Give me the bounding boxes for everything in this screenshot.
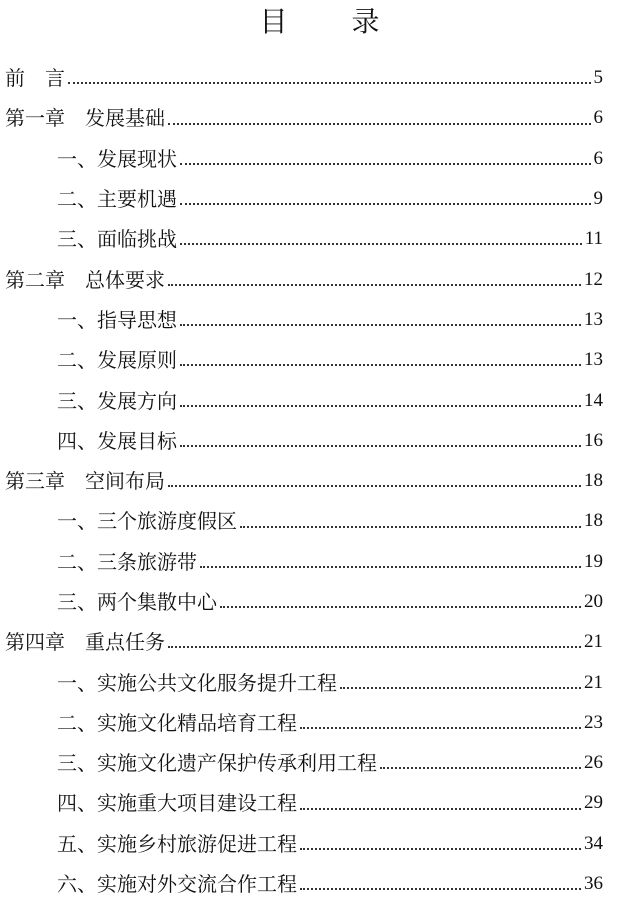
toc-section-entry[interactable]	[0, 824, 639, 864]
toc-dot-leader	[168, 123, 591, 125]
toc-entry-label	[57, 751, 377, 775]
toc-entry-label	[57, 509, 237, 533]
toc-section-entry[interactable]	[0, 340, 639, 380]
toc-chapter-entry[interactable]	[0, 622, 639, 662]
toc-page-number: 13	[584, 308, 603, 330]
toc-entry-number: 第四章	[5, 630, 65, 655]
toc-chapter-entry[interactable]	[0, 58, 639, 98]
toc-entry-text: 发展现状	[97, 146, 177, 171]
toc-entry-label	[57, 147, 177, 171]
toc-entry-number: 第三章	[5, 469, 65, 494]
toc-section-entry[interactable]	[0, 501, 639, 541]
toc-section-entry[interactable]	[0, 380, 639, 420]
toc-entry-number: 前 言	[5, 66, 65, 91]
toc-entry-number: 二、	[57, 710, 97, 735]
toc-entry-label	[57, 791, 297, 815]
toc-entry-label	[57, 671, 337, 695]
toc-page-number: 13	[584, 349, 603, 371]
toc-entry-label	[5, 469, 165, 493]
toc-entry-number: 四、	[57, 428, 97, 453]
toc-dot-leader	[300, 848, 581, 850]
toc-entry-text: 发展基础	[85, 106, 165, 131]
toc-entry-number: 一、	[57, 146, 97, 171]
toc-dot-leader	[180, 445, 581, 447]
toc-page-number: 21	[584, 631, 603, 653]
toc-entry-number: 六、	[57, 872, 97, 897]
toc-entry-number: 一、	[57, 670, 97, 695]
toc-section-entry[interactable]	[0, 662, 639, 702]
toc-entry-label	[5, 630, 165, 654]
toc-dot-leader	[68, 82, 591, 84]
toc-entry-text: 实施重大项目建设工程	[97, 791, 297, 816]
toc-dot-leader	[200, 566, 581, 568]
toc-entry-label	[57, 308, 177, 332]
toc-section-entry[interactable]	[0, 542, 639, 582]
toc-chapter-entry[interactable]	[0, 461, 639, 501]
toc-entry-label	[57, 348, 177, 372]
toc-entry-text: 指导思想	[97, 307, 177, 332]
toc-section-entry[interactable]	[0, 219, 639, 259]
toc-entry-text: 空间布局	[85, 469, 165, 494]
toc-entry-number: 三、	[57, 388, 97, 413]
toc-entry-text: 面临挑战	[97, 227, 177, 252]
toc-entry-text: 发展目标	[97, 428, 177, 453]
toc-dot-leader	[220, 606, 581, 608]
toc-dot-leader	[180, 324, 581, 326]
toc-entry-label	[57, 227, 177, 251]
toc-entry-text: 实施文化精品培育工程	[97, 710, 297, 735]
toc-page-number: 6	[593, 107, 603, 129]
toc-entry-label	[57, 711, 297, 735]
toc-dot-leader	[168, 284, 581, 286]
toc-page-number: 6	[593, 147, 603, 169]
toc-page-number: 9	[593, 188, 603, 210]
toc-entry-number: 三、	[57, 590, 97, 614]
toc-page-number: 20	[584, 591, 603, 612]
toc-entry-text: 总体要求	[85, 267, 165, 292]
toc-page-number: 19	[584, 550, 603, 572]
toc-dot-leader	[180, 405, 581, 407]
toc-list	[0, 58, 639, 904]
toc-page-number: 21	[584, 671, 603, 693]
toc-entry-label	[57, 590, 217, 614]
toc-section-entry[interactable]	[0, 743, 639, 783]
toc-entry-text: 实施乡村旅游促进工程	[97, 831, 297, 856]
toc-dot-leader	[180, 203, 591, 205]
toc-section-entry[interactable]	[0, 139, 639, 179]
toc-entry-text: 实施公共文化服务提升工程	[97, 670, 337, 695]
toc-section-entry[interactable]	[0, 179, 639, 219]
toc-chapter-entry[interactable]	[0, 259, 639, 299]
toc-dot-leader	[168, 485, 581, 487]
toc-dot-leader	[300, 727, 581, 729]
toc-section-entry[interactable]	[0, 582, 639, 622]
toc-chapter-entry[interactable]	[0, 98, 639, 138]
toc-page-number: 5	[593, 67, 603, 89]
toc-entry-text: 实施对外交流合作工程	[97, 872, 297, 897]
toc-page-number: 16	[584, 429, 603, 451]
toc-page-number: 14	[584, 389, 603, 411]
toc-entry-label	[57, 832, 297, 856]
toc-entry-number: 二、	[57, 348, 97, 373]
toc-entry-text: 主要机遇	[97, 187, 177, 212]
toc-page-number: 29	[584, 792, 603, 814]
toc-dot-leader	[380, 767, 581, 769]
toc-page-number: 12	[584, 268, 603, 290]
toc-title: 目 录	[259, 5, 398, 38]
toc-page-number: 18	[584, 510, 603, 532]
toc-section-entry[interactable]	[0, 300, 639, 340]
toc-entry-text: 实施文化遗产保护传承利用工程	[97, 751, 377, 776]
toc-page-number: 36	[584, 873, 603, 895]
toc-dot-leader	[300, 808, 581, 810]
toc-entry-number: 五、	[57, 831, 97, 856]
toc-dot-leader	[180, 163, 591, 165]
toc-section-entry[interactable]	[0, 783, 639, 823]
toc-entry-text: 三条旅游带	[97, 549, 197, 574]
toc-entry-number: 第二章	[5, 267, 65, 292]
toc-section-entry[interactable]	[0, 864, 639, 904]
toc-entry-label	[57, 187, 177, 211]
toc-entry-number: 三、	[57, 227, 97, 252]
toc-entry-text: 重点任务	[85, 630, 165, 655]
toc-entry-number: 第一章	[5, 106, 65, 131]
toc-page-number: 34	[584, 832, 603, 854]
toc-entry-label	[57, 389, 177, 413]
toc-dot-leader	[180, 364, 581, 366]
toc-entry-number: 一、	[57, 509, 97, 534]
toc-page-number: 18	[584, 470, 603, 492]
toc-dot-leader	[180, 243, 582, 245]
toc-entry-label	[57, 550, 197, 574]
toc-entry-number: 二、	[57, 187, 97, 212]
toc-dot-leader	[240, 526, 581, 528]
toc-entry-number: 三、	[57, 751, 97, 776]
toc-entry-text: 两个集散中心	[97, 590, 217, 614]
toc-entry-label	[5, 268, 165, 292]
toc-entry-number: 二、	[57, 549, 97, 574]
toc-entry-text: 三个旅游度假区	[97, 509, 237, 534]
toc-entry-text: 发展原则	[97, 348, 177, 373]
toc-page-number: 26	[584, 752, 603, 774]
toc-entry-number: 一、	[57, 307, 97, 332]
toc-page-number: 23	[584, 711, 603, 733]
toc-entry-label	[5, 106, 165, 130]
toc-entry-label	[57, 872, 297, 896]
toc-dot-leader	[168, 646, 581, 648]
toc-page-number: 11	[584, 228, 603, 250]
toc-section-entry[interactable]	[0, 421, 639, 461]
toc-entry-number: 四、	[57, 791, 97, 816]
toc-dot-leader	[340, 687, 581, 689]
toc-entry-label	[57, 429, 177, 453]
toc-entry-label	[5, 66, 65, 90]
toc-section-entry[interactable]	[0, 703, 639, 743]
toc-entry-text: 发展方向	[97, 388, 177, 413]
toc-dot-leader	[300, 888, 581, 890]
